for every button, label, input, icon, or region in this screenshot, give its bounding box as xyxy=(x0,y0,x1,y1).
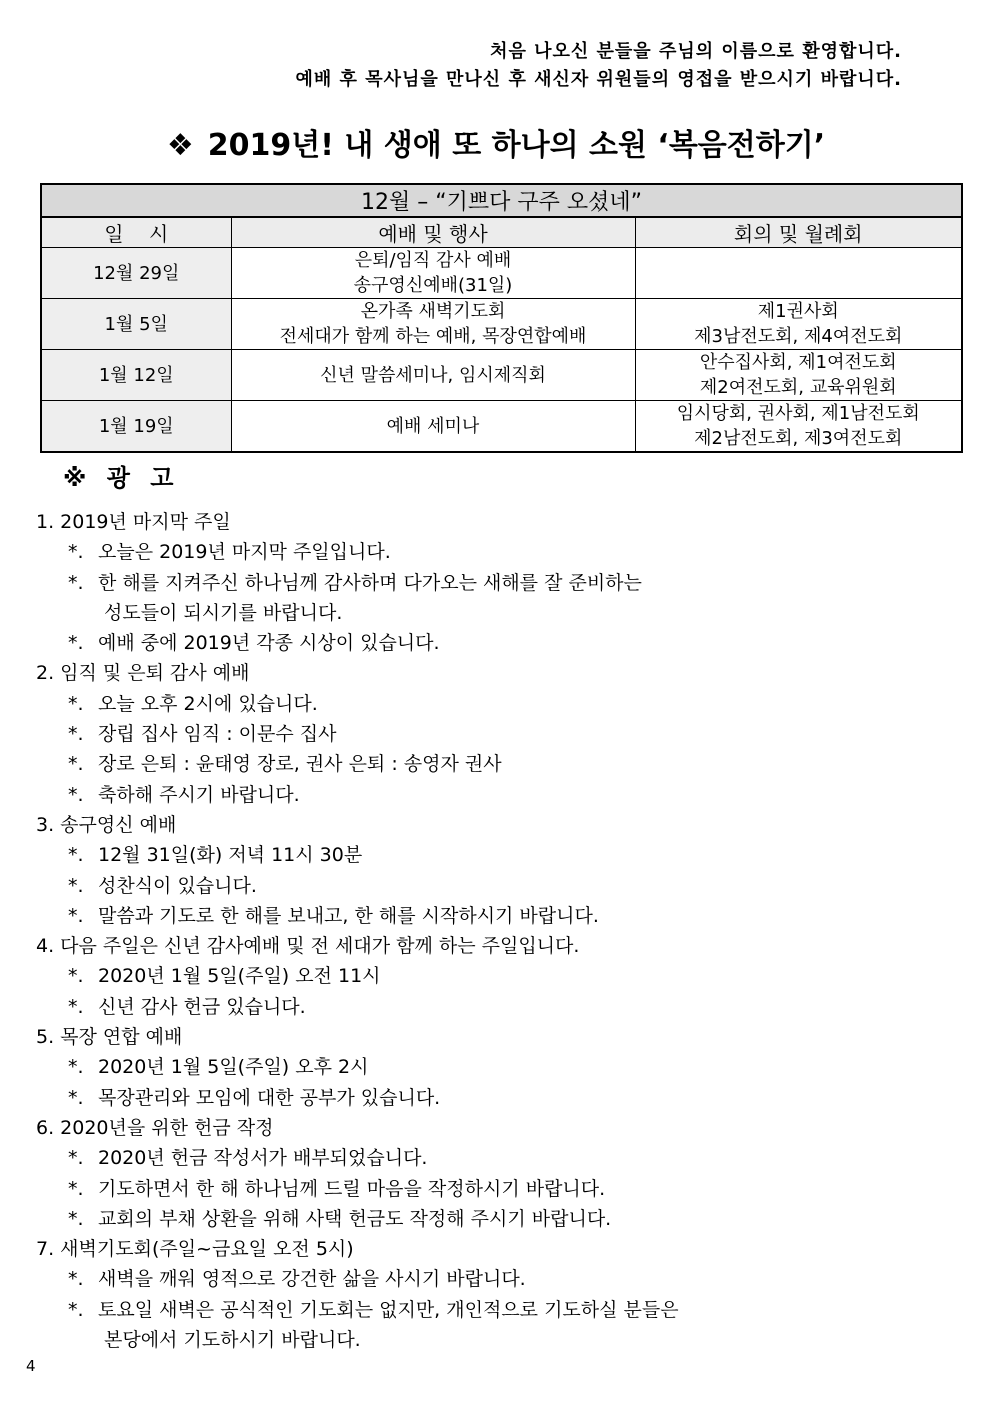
schedule-meetings-line: 제3남전도회, 제4여전도회 xyxy=(694,326,903,347)
ad-bullet: *. xyxy=(68,571,84,594)
ad-bullet: *. xyxy=(68,1056,84,1079)
schedule-events-line: 송구영신예배(31일) xyxy=(353,275,513,296)
schedule-meetings xyxy=(635,350,962,401)
ad-line xyxy=(36,1083,956,1113)
diamond-bullet-icon: ❖ xyxy=(166,128,194,163)
page-title-text: 2019년! 내 생애 또 하나의 소원 ‘복음전하기’ xyxy=(207,128,826,163)
welcome-line-1: 처음 나오신 분들을 주님의 이름으로 환영합니다. xyxy=(490,41,902,62)
column-header-date: 일 시 xyxy=(41,217,231,248)
ad-line xyxy=(36,1143,956,1173)
ad-item xyxy=(36,1022,956,1113)
ad-item xyxy=(36,658,956,809)
ad-bullet: *. xyxy=(68,1207,84,1230)
ad-line xyxy=(36,1325,956,1355)
schedule-date: 1월 12일 xyxy=(41,350,231,401)
schedule-row xyxy=(41,401,962,453)
schedule-events-line: 은퇴/임직 감사 예배 xyxy=(354,250,512,271)
schedule-row xyxy=(41,248,962,299)
ad-line-text: 말씀과 기도로 한 해를 보내고, 한 해를 시작하시기 바랍니다. xyxy=(98,904,599,927)
schedule-events-line: 온가족 새벽기도회 xyxy=(360,301,506,322)
ad-line xyxy=(36,1052,956,1082)
page-number: 4 xyxy=(26,1357,36,1375)
ad-title: 4. 다음 주일은 신년 감사예배 및 전 세대가 함께 하는 주일입니다. xyxy=(36,935,580,958)
ad-line-text: 새벽을 깨워 영적으로 강건한 삶을 사시기 바랍니다. xyxy=(98,1268,526,1291)
ad-bullet: *. xyxy=(68,541,84,564)
ad-line xyxy=(36,719,956,749)
ad-title: 2. 임직 및 은퇴 감사 예배 xyxy=(36,662,250,685)
page-title xyxy=(0,120,992,164)
ad-line xyxy=(36,871,956,901)
ad-line-text: 예배 중에 2019년 각종 시상이 있습니다. xyxy=(98,632,440,655)
ad-line-text: 오늘은 2019년 마지막 주일입니다. xyxy=(98,541,391,564)
ad-title: 6. 2020년을 위한 헌금 작정 xyxy=(36,1116,274,1139)
ad-bullet: *. xyxy=(68,1268,84,1291)
schedule-events xyxy=(231,299,635,350)
ad-line xyxy=(36,992,956,1022)
schedule-month-header: 12월 – “기쁘다 구주 오셨네” xyxy=(41,184,962,217)
ad-line-text: 성찬식이 있습니다. xyxy=(98,874,257,897)
schedule-meetings xyxy=(635,248,962,299)
schedule-meetings-line: 제2남전도회, 제3여전도회 xyxy=(694,428,903,449)
ad-line xyxy=(36,568,956,598)
schedule-table xyxy=(40,183,963,453)
ad-line-text: 본당에서 기도하시기 바랍니다. xyxy=(104,1329,361,1352)
ad-item xyxy=(36,931,956,1022)
ad-bullet: *. xyxy=(68,692,84,715)
ad-line-text: 기도하면서 한 해 하나님께 드릴 마음을 작정하시기 바랍니다. xyxy=(98,1177,606,1200)
ad-bullet: *. xyxy=(68,874,84,897)
ad-line-text: 2020년 1월 5일(주일) 오전 11시 xyxy=(98,965,381,988)
schedule-events-line: 신년 말씀세미나, 임시제직회 xyxy=(320,364,546,386)
ad-line xyxy=(36,780,956,810)
ad-item xyxy=(36,810,956,931)
welcome-line-2: 예배 후 목사님을 만나신 후 새신자 위원들의 영접을 받으시기 바랍니다. xyxy=(295,69,902,90)
ad-line-text: 2020년 헌금 작성서가 배부되었습니다. xyxy=(98,1147,428,1170)
column-header-meetings: 회의 및 월례회 xyxy=(635,217,962,248)
column-header-events: 예배 및 행사 xyxy=(231,217,635,248)
schedule-events-line: 전세대가 함께 하는 예배, 목장연합예배 xyxy=(279,326,587,347)
ad-title: 3. 송구영신 예배 xyxy=(36,813,177,836)
ad-item xyxy=(36,1113,956,1234)
schedule-row xyxy=(41,350,962,401)
ad-bullet: *. xyxy=(68,1298,84,1321)
ad-bullet: *. xyxy=(68,1177,84,1200)
schedule-meetings-line: 안수집사회, 제1여전도회 xyxy=(699,352,897,373)
schedule-date: 1월 5일 xyxy=(41,299,231,350)
ad-line-text: 교회의 부채 상환을 위해 사택 헌금도 작정해 주시기 바랍니다. xyxy=(98,1207,612,1230)
ad-line xyxy=(36,901,956,931)
schedule-meetings-line: 제1권사회 xyxy=(757,301,839,322)
ad-bullet: *. xyxy=(68,904,84,927)
ad-line xyxy=(36,1204,956,1234)
ad-bullet: *. xyxy=(68,995,84,1018)
ad-line xyxy=(36,598,956,628)
welcome-message xyxy=(296,38,903,94)
ad-line xyxy=(36,961,956,991)
ad-bullet: *. xyxy=(68,1147,84,1170)
ads-list xyxy=(36,507,956,1355)
ad-title: 1. 2019년 마지막 주일 xyxy=(36,511,231,533)
ad-line-text: 토요일 새벽은 공식적인 기도회는 없지만, 개인적으로 기도하실 분들은 xyxy=(98,1298,679,1321)
ad-bullet: *. xyxy=(68,965,84,988)
ad-line-text: 신년 감사 헌금 있습니다. xyxy=(98,995,306,1018)
ad-line-text: 한 해를 지켜주신 하나님께 감사하며 다가오는 새해를 잘 준비하는 xyxy=(98,571,642,594)
schedule-events xyxy=(231,401,635,453)
schedule-events xyxy=(231,248,635,299)
ad-line-text: 오늘 오후 2시에 있습니다. xyxy=(98,692,318,715)
ad-line-text: 축하해 주시기 바랍니다. xyxy=(98,783,300,806)
ad-item xyxy=(36,1234,956,1355)
ad-line xyxy=(36,537,956,567)
ad-line xyxy=(36,749,956,779)
schedule-meetings-line: 임시당회, 권사회, 제1남전도회 xyxy=(676,403,920,424)
ad-line xyxy=(36,628,956,658)
ad-bullet: *. xyxy=(68,723,84,746)
schedule-meetings-line: 제2여전도회, 교육위원회 xyxy=(699,377,897,398)
schedule-body xyxy=(41,248,962,453)
ad-line-text: 12월 31일(화) 저녁 11시 30분 xyxy=(98,844,363,867)
schedule-date: 12월 29일 xyxy=(41,248,231,299)
ad-bullet: *. xyxy=(68,1086,84,1109)
ad-bullet: *. xyxy=(68,753,84,776)
ads-heading: ※ 광 고 xyxy=(63,464,180,492)
ad-line-text: 장로 은퇴 : 윤태영 장로, 권사 은퇴 : 송영자 권사 xyxy=(98,753,502,776)
ad-line xyxy=(36,1264,956,1294)
schedule-events-line: 예배 세미나 xyxy=(386,415,480,437)
ad-title: 7. 새벽기도회(주일~금요일 오전 5시) xyxy=(36,1238,354,1261)
ad-bullet: *. xyxy=(68,783,84,806)
ad-bullet: *. xyxy=(68,844,84,867)
ad-item xyxy=(36,507,956,658)
ad-line-text: 2020년 1월 5일(주일) 오후 2시 xyxy=(98,1056,369,1079)
ad-line-text: 목장관리와 모임에 대한 공부가 있습니다. xyxy=(98,1086,441,1109)
schedule-meetings xyxy=(635,299,962,350)
ad-line xyxy=(36,1174,956,1204)
ad-line xyxy=(36,840,956,870)
ad-title: 5. 목장 연합 예배 xyxy=(36,1026,183,1049)
schedule-date: 1월 19일 xyxy=(41,401,231,453)
schedule-meetings xyxy=(635,401,962,453)
ad-line-text: 장립 집사 임직 : 이문수 집사 xyxy=(98,723,337,746)
schedule-row xyxy=(41,299,962,350)
ad-line xyxy=(36,689,956,719)
ad-line-text: 성도들이 되시기를 바랍니다. xyxy=(104,601,343,624)
schedule-events xyxy=(231,350,635,401)
ad-bullet: *. xyxy=(68,632,84,655)
ad-line xyxy=(36,1295,956,1325)
